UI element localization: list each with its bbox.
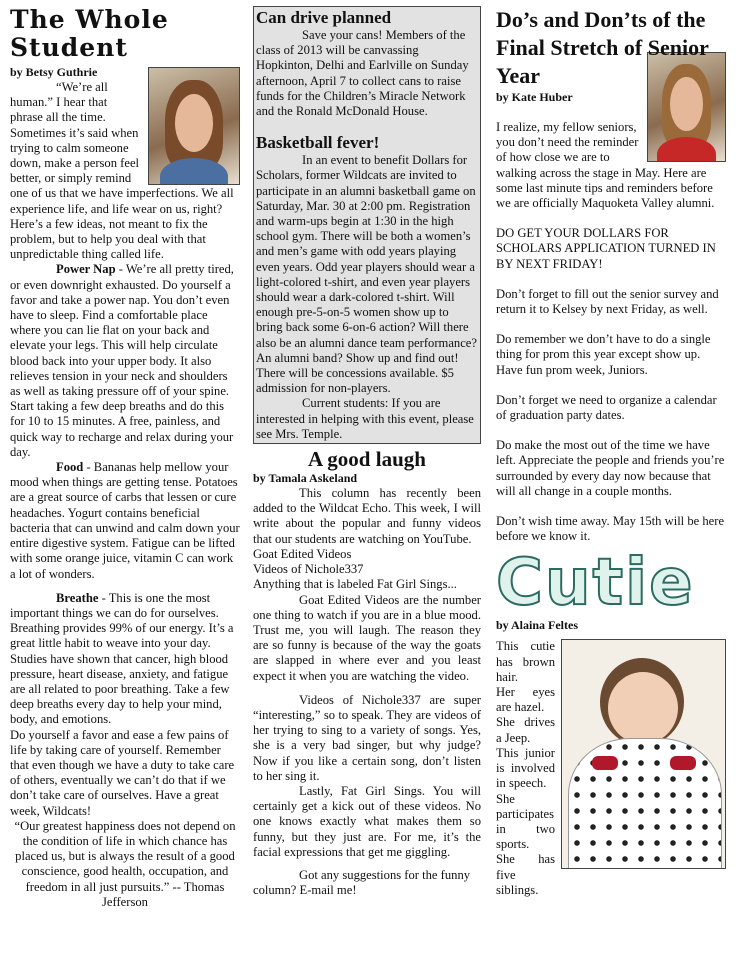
announcements-box	[253, 6, 481, 444]
breathe-text: - This is one the most important things we can do for ourselves. Breathing provides 99% of our energy. It’s a great little habit to weave into your day. Studies have shown that cancer, high blood pressure, heart disease, anxiety, and fatigue are all related to poor breathing. Take a few deep breaths every day to help your mind, body, and emotions.	[10, 590, 234, 727]
food-label: Food	[56, 460, 84, 475]
cutie-line: She has five siblings.	[496, 852, 555, 897]
dos-donts-item: Don’t forget we need to organize a calendar of graduation party dates.	[496, 392, 717, 423]
goat-videos-paragraph: Goat Edited Videos are the number one thing to watch if you are in a blue mood. Trust me, you will laugh. The reason they are so funny is because of the way the goats are slapped in where ever and you least expect it when you are watching the video.	[253, 592, 481, 683]
video-list-item: Videos of Nichole337	[253, 562, 364, 577]
cutie-line: She participates in two sports.	[496, 791, 555, 852]
dos-donts-item: Don’t wish time away. May 15th will be here before we know it.	[496, 514, 725, 544]
good-laugh-title: A good laugh	[308, 447, 426, 472]
breathe-paragraph	[10, 591, 240, 728]
whole-student-closing: Do yourself a favor and ease a few pains of life by taking care of yourself. Remember that even though we have a duty to take care of others, eventually we can’t do that if we don’t take care of ourselves. Have a great week, Wildcats!	[10, 727, 235, 818]
good-laugh-suggestion: Got any suggestions for the funny column? E-mail me!	[253, 867, 471, 898]
good-laugh-byline: by Tamala Askeland	[253, 471, 358, 486]
dos-donts-byline: by Kate Huber	[496, 90, 573, 104]
food-paragraph	[10, 460, 240, 582]
fat-girl-sings-paragraph: Lastly, Fat Girl Sings. You will certainly get a kick out of these videos. No one knows exactly what makes them so funny, but they just are. For me, it’s the facial expressions that get me giggling.	[253, 783, 481, 859]
nichole-videos-paragraph: Videos of Nichole337 are super “interesting,” so to speak. They are videos of her trying to sing to a variety of songs. Yes, she is a very bad singer, but why judge? Now if you like a certain song, don’t listen to her sing it.	[253, 692, 481, 783]
video-list-item: Anything that is labeled Fat Girl Sings...	[253, 577, 457, 592]
dos-donts-title: Do’s and Don’ts of the Final Stretch of Senior Year	[496, 7, 709, 88]
whole-student-intro: “We’re all human.” I hear that phrase all the time. Sometimes it’s said when trying to calm someone down, make a person feel better, or simply remind one of us that we have imperfections. We all experience life, and life wear on us, right? Here’s a few ideas, not meant to fix the problem, but to help you deal with that unpredictable thing called life.	[10, 80, 234, 262]
power-nap-label: Power Nap	[56, 262, 116, 277]
dos-donts-item: Do make the most out of the time we have left. Appreciate the people and friends you’re surrounded by every day now because that will all change in a couple months.	[496, 438, 725, 498]
dos-donts-item: Do remember we don’t have to do a single thing for prom this year except show up. Have fun prom week, Juniors.	[496, 332, 711, 377]
dos-donts-column	[496, 6, 726, 898]
cutie-line: She drives a Jeep.	[496, 715, 555, 745]
whole-student-byline: by Betsy Guthrie	[10, 65, 98, 79]
cutie-title: Cutie	[496, 546, 695, 621]
food-text: - Bananas help mellow your mood when things are getting tense. Potatoes are a great source of carbs that lessen or cure headaches. Yogurt contains beneficial bacteria that can unwind and calm down your entire digestive system. Fatigue can be lifted with some orange juice, vitamin C can work a lot of wonders.	[10, 460, 240, 581]
cutie-line: This junior is involved in speech.	[496, 745, 555, 791]
cutie-line: Her eyes are hazel.	[496, 685, 555, 715]
basketball-title: Basketball fever!	[256, 133, 380, 153]
can-drive-text: Save your cans! Members of the class of 2013 will be canvassing Hopkinton, Delhi and Earlville on Sunday afternoon, April 7 to collect cans to raise funds for the Children’s Miracle Network and the Ronald McDonald House.	[256, 28, 469, 119]
breathe-label: Breathe	[56, 590, 99, 605]
cutie-line: This cutie has brown hair.	[496, 639, 555, 684]
betsy-guthrie-photo	[148, 67, 240, 185]
basketball-students-text: Current students: If you are interested in helping with this event, please see Mrs. Temple.	[256, 396, 474, 441]
good-laugh-intro: This column has recently been added to the Wildcat Echo. This week, I will write about the popular and funny videos that our students are watching on YouTube.	[253, 486, 481, 546]
dos-donts-item: Don’t forget to fill out the senior survey and return it to Kelsey by next Friday, as well.	[496, 286, 719, 317]
whole-student-column	[10, 6, 240, 910]
power-nap-paragraph	[10, 262, 240, 460]
can-drive-title: Can drive planned	[256, 8, 392, 27]
dos-donts-intro: I realize, my fellow seniors, you don’t need the reminder of how close we are to walking across the stage in May. Here are some last minute tips and reminders before we are officially Maquoketa Valley alumni.	[496, 120, 715, 211]
video-list-item: Goat Edited Videos	[253, 546, 352, 561]
basketball-text: In an event to benefit Dollars for Scholars, former Wildcats are invited to participate in an alumni basketball game on Saturday, Mar. 30 at 2:00 pm. Registration and warm-ups begin at 1:30 in the high school gym. There will be both a women’s and men’s game with odd years playing even years. Odd year players should wear a light-colored t-shirt, and even year players should wear a dark-colored t-shirt. Will enough pre-5-on-5 women show up to bring back some 6-on-6 action? Will there also be an alumni dance team performance? An alumni band? Show up and find out! There will be concessions available. $5 admission for non-players.	[256, 153, 477, 396]
middle-column	[253, 6, 481, 898]
jefferson-quote: “Our greatest happiness does not depend on the condition of life in which chance has placed us, but is always the result of a good conscience, good health, occupation, and freedom in all just pursuits.” -- Thomas Jefferson	[14, 818, 236, 909]
whole-student-title: The Whole Student	[10, 5, 169, 62]
cutie-byline: by Alaina Feltes	[496, 618, 579, 633]
baby-photo	[561, 639, 726, 869]
power-nap-text: - We’re all pretty tired, or even downright exhausted. Do yourself a favor and take a power nap. You don’t even have to sleep. Find a comfortable place where you can lie flat on your back and elevate your legs. This will help circulate blood back into your upper body. It also relieves tension in your neck and shoulders as well as taking pressure off of your spine. Start taking a few deep breaths and do this for 10 to 15 minutes. A free, painless, and quick way to recharge and relax during your day.	[10, 262, 234, 459]
dos-donts-item: DO GET YOUR DOLLARS FOR SCHOLARS APPLICATION TURNED IN BY NEXT FRIDAY!	[496, 226, 716, 271]
kate-huber-photo	[647, 52, 726, 162]
